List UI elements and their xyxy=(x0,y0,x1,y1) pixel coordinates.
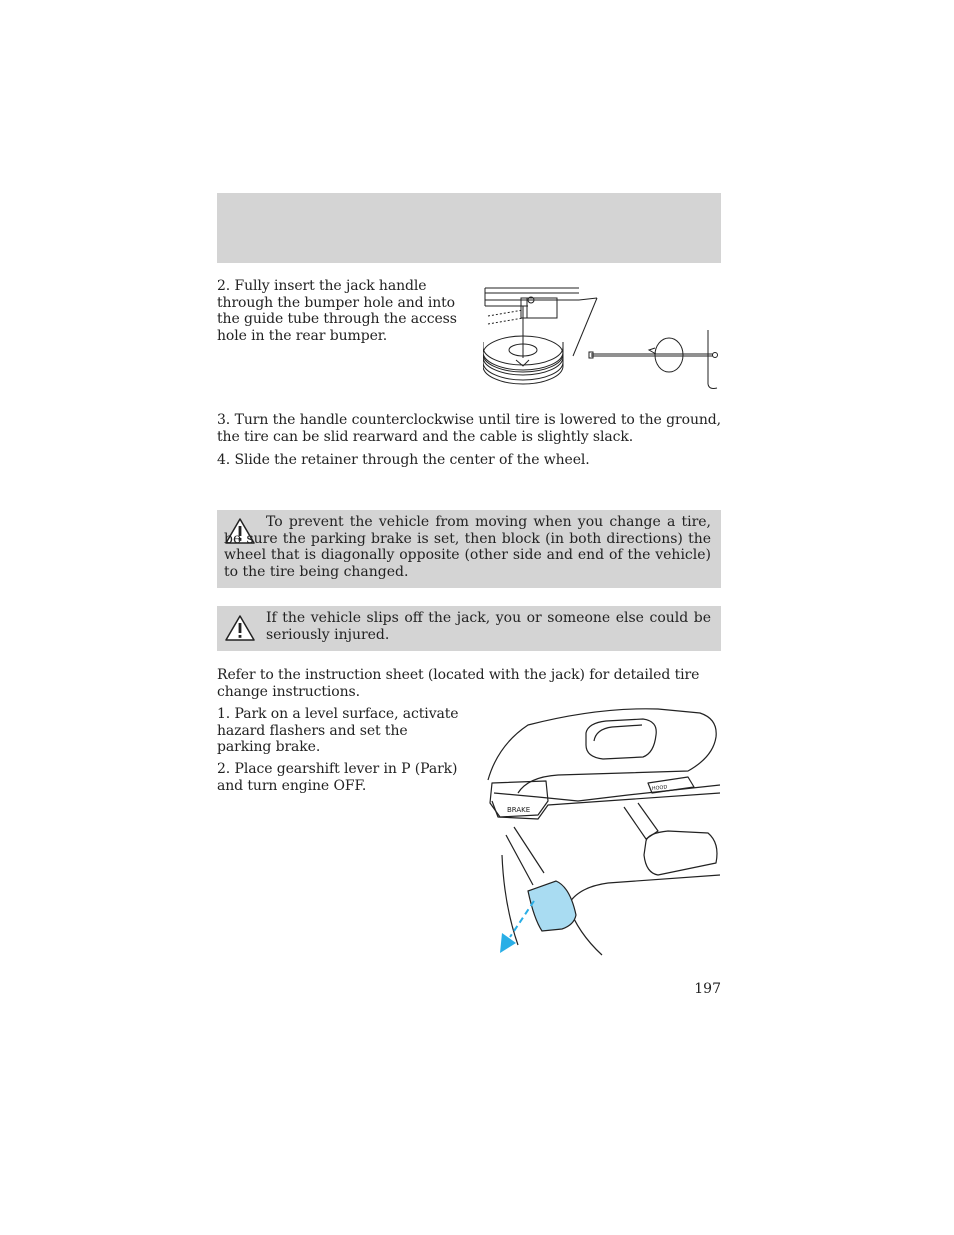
park-step-2-text: 2. Place gearshift lever in P (Park) and turn engine OFF. xyxy=(217,761,458,794)
warning-text-jack-slip: If the vehicle slips off the jack, you or someone else could be seriously injured. xyxy=(266,610,711,643)
brake-label: BRAKE xyxy=(507,806,531,814)
instruction-intro-text: Refer to the instruction sheet (located with the jack) for detailed tire change instructions. xyxy=(217,667,700,700)
warning-text-parking-brake: To prevent the vehicle from moving when you change a tire, be sure the parking brake is set, then block (in both directions) the wheel that is diagonally opposite (other side and end of the vehicle) to the tire being changed. xyxy=(224,514,711,580)
arrow-down-left-icon xyxy=(500,933,516,953)
page-number: 197 xyxy=(694,981,721,997)
park-step-1-text: 1. Park on a level surface, activate hazard flashers and set the parking brake. xyxy=(217,706,459,755)
jack-step-2-text: 2. Fully insert the jack handle through the bumper hole and into the guide tube through the access hole in the rear bumper. xyxy=(217,278,457,344)
parking-brake-illustration xyxy=(478,705,723,957)
warning-box-jack-slip xyxy=(217,606,721,651)
warning-triangle-icon xyxy=(224,614,256,642)
warning-box-parking-brake xyxy=(217,510,721,588)
jack-step-3-text: 3. Turn the handle counterclockwise until tire is lowered to the ground, the tire can be slid rearward and the cable is slightly slack. xyxy=(217,412,721,445)
hood-label: HOOD xyxy=(651,784,668,792)
section-header-band xyxy=(217,193,721,263)
jack-step-4-text: 4. Slide the retainer through the center of the wheel. xyxy=(217,452,590,468)
parking-brake-pedal-highlight xyxy=(528,881,576,931)
spare-tire-jack-illustration xyxy=(483,284,723,394)
